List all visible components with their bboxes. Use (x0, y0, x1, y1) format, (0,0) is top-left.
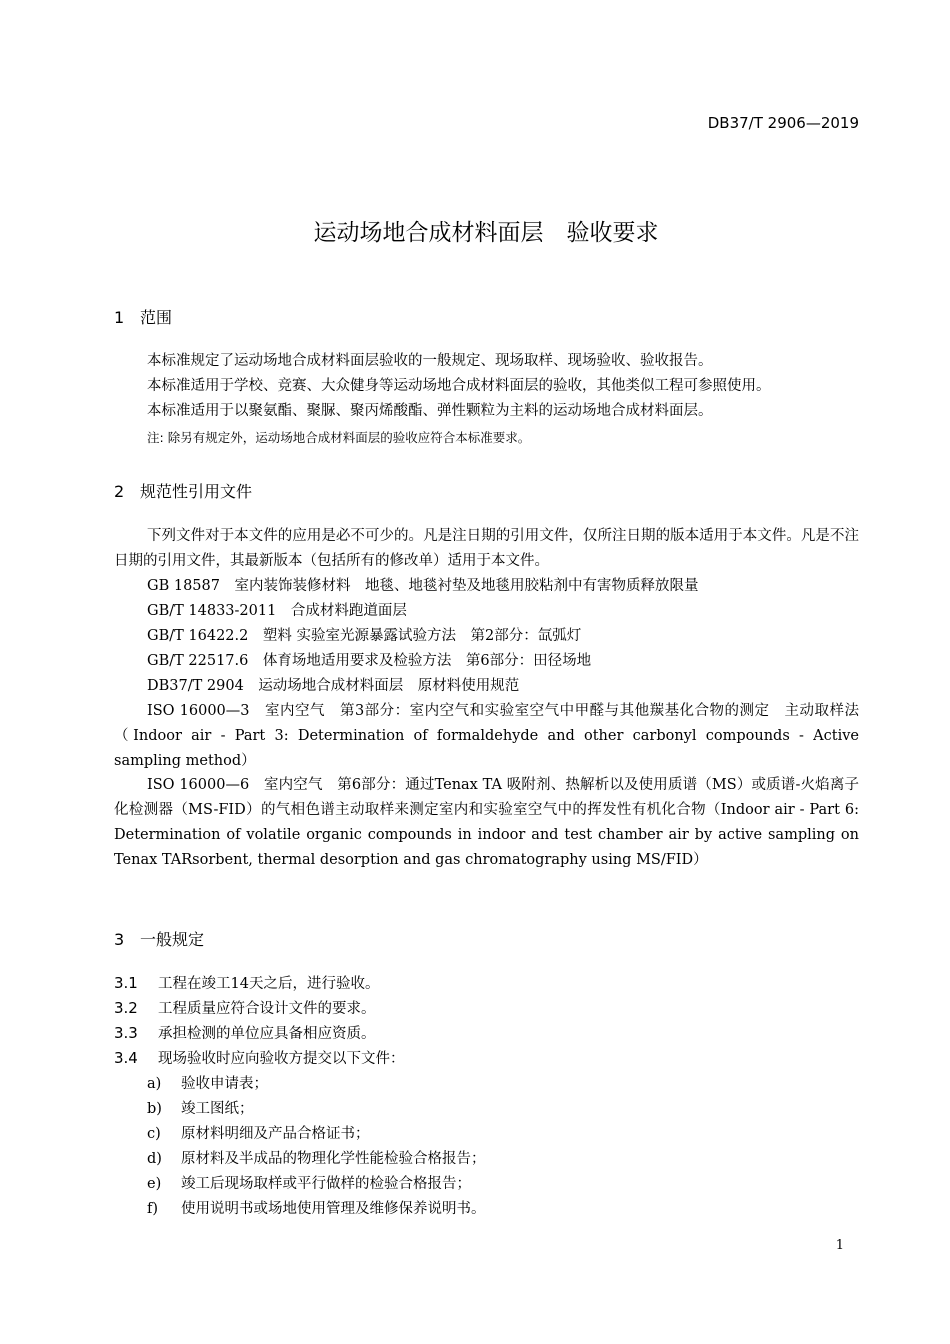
list-marker: d) (147, 1151, 162, 1167)
section-number: 1 (114, 308, 125, 327)
list-item (147, 1072, 268, 1093)
reference-item-iso-16000-3: ISO 16000—3 室内空气 第3部分：室内空气和实验室空气中甲醛与其他羰基化合物的测定 主动取样法（Indoor air - Part 3: Determination of formaldehyde and other carbonyl compounds - Active sampling method） (114, 703, 859, 769)
reference-item: GB/T 22517.6 体育场地适用要求及检验方法 第6部分：田径场地 (147, 653, 592, 669)
page-number: 1 (835, 1238, 844, 1253)
list-marker: e) (147, 1176, 162, 1192)
references-intro: 下列文件对于本文件的应用是必不可少的。凡是注日期的引用文件，仅所注日期的版本适用于本文件。凡是不注日期的引用文件，其最新版本（包括所有的修改单）适用于本文件。 (114, 528, 859, 569)
list-text: 竣工后现场取样或平行做样的检验合格报告； (181, 1176, 471, 1192)
section-number: 3 (114, 930, 125, 949)
list-item (147, 1122, 370, 1143)
list-marker: b) (147, 1101, 162, 1117)
list-marker: f) (147, 1201, 159, 1217)
clause-number: 3.4 (114, 1049, 138, 1067)
reference-item-iso-16000-6: ISO 16000—6 室内空气 第6部分：通过Tenax TA 吸附剂、热解析以及使用质谱（MS）或质谱-火焰离子化检测器（MS-FID）的气相色谱主动取样来测定室内和实验室空气中的挥发性有机化合物（Indoor air - Part 6: Determination of volatile organic compounds in indoor and test chamber air by active sampling on Tenax TARsorbent, thermal desorption and gas chromatography using MS/FID） (114, 777, 859, 868)
list-text: 验收申请表； (181, 1076, 268, 1092)
clause (114, 972, 379, 993)
list-text: 原材料明细及产品合格证书； (181, 1126, 370, 1142)
clause-number: 3.3 (114, 1024, 138, 1042)
clause-number: 3.2 (114, 999, 138, 1017)
reference-item: GB/T 16422.2 塑料 实验室光源暴露试验方法 第2部分：氙弧灯 (147, 628, 582, 644)
section-heading-general (114, 927, 204, 950)
section-title: 一般规定 (140, 930, 205, 949)
note-label: 注: (147, 430, 164, 445)
clause (114, 1047, 405, 1068)
section-title: 规范性引用文件 (140, 482, 253, 501)
scope-paragraph: 本标准适用于以聚氨酯、聚脲、聚丙烯酸酯、弹性颗粒为主料的运动场地合成材料面层。 (147, 403, 713, 419)
clause-text: 承担检测的单位应具备相应资质。 (158, 1026, 376, 1042)
list-marker: c) (147, 1126, 161, 1142)
reference-item: GB 18587 室内装饰装修材料 地毯、地毯衬垫及地毯用胶粘剂中有害物质释放限量 (147, 578, 699, 594)
standard-number: DB37/T 2906—2019 (707, 114, 859, 132)
section-number: 2 (114, 482, 125, 501)
list-item (147, 1172, 471, 1193)
list-item (147, 1147, 486, 1168)
clause-text: 工程在竣工14天之后，进行验收。 (158, 976, 380, 992)
reference-item: DB37/T 2904 运动场地合成材料面层 原材料使用规范 (147, 678, 520, 694)
clause (114, 1022, 376, 1043)
scope-paragraph: 本标准规定了运动场地合成材料面层验收的一般规定、现场取样、现场验收、验收报告。 (147, 353, 713, 369)
clause-text: 工程质量应符合设计文件的要求。 (158, 1001, 376, 1017)
list-text: 原材料及半成品的物理化学性能检验合格报告； (181, 1151, 486, 1167)
scope-note (147, 428, 530, 446)
list-text: 竣工图纸； (181, 1101, 254, 1117)
section-heading-scope (114, 305, 172, 328)
reference-item: GB/T 14833-2011 合成材料跑道面层 (147, 603, 407, 619)
clause-number: 3.1 (114, 974, 138, 992)
note-text: 除另有规定外，运动场地合成材料面层的验收应符合本标准要求。 (167, 430, 531, 445)
list-item (147, 1097, 254, 1118)
list-item (147, 1197, 486, 1218)
list-marker: a) (147, 1076, 162, 1092)
document-title: 运动场地合成材料面层 验收要求 (313, 220, 659, 246)
section-title: 范围 (140, 308, 173, 327)
scope-paragraph: 本标准适用于学校、竞赛、大众健身等运动场地合成材料面层的验收，其他类似工程可参照使用。 (147, 378, 771, 394)
clause-text: 现场验收时应向验收方提交以下文件： (158, 1051, 405, 1067)
list-text: 使用说明书或场地使用管理及维修保养说明书。 (181, 1201, 486, 1217)
section-heading-references (114, 479, 252, 502)
clause (114, 997, 376, 1018)
